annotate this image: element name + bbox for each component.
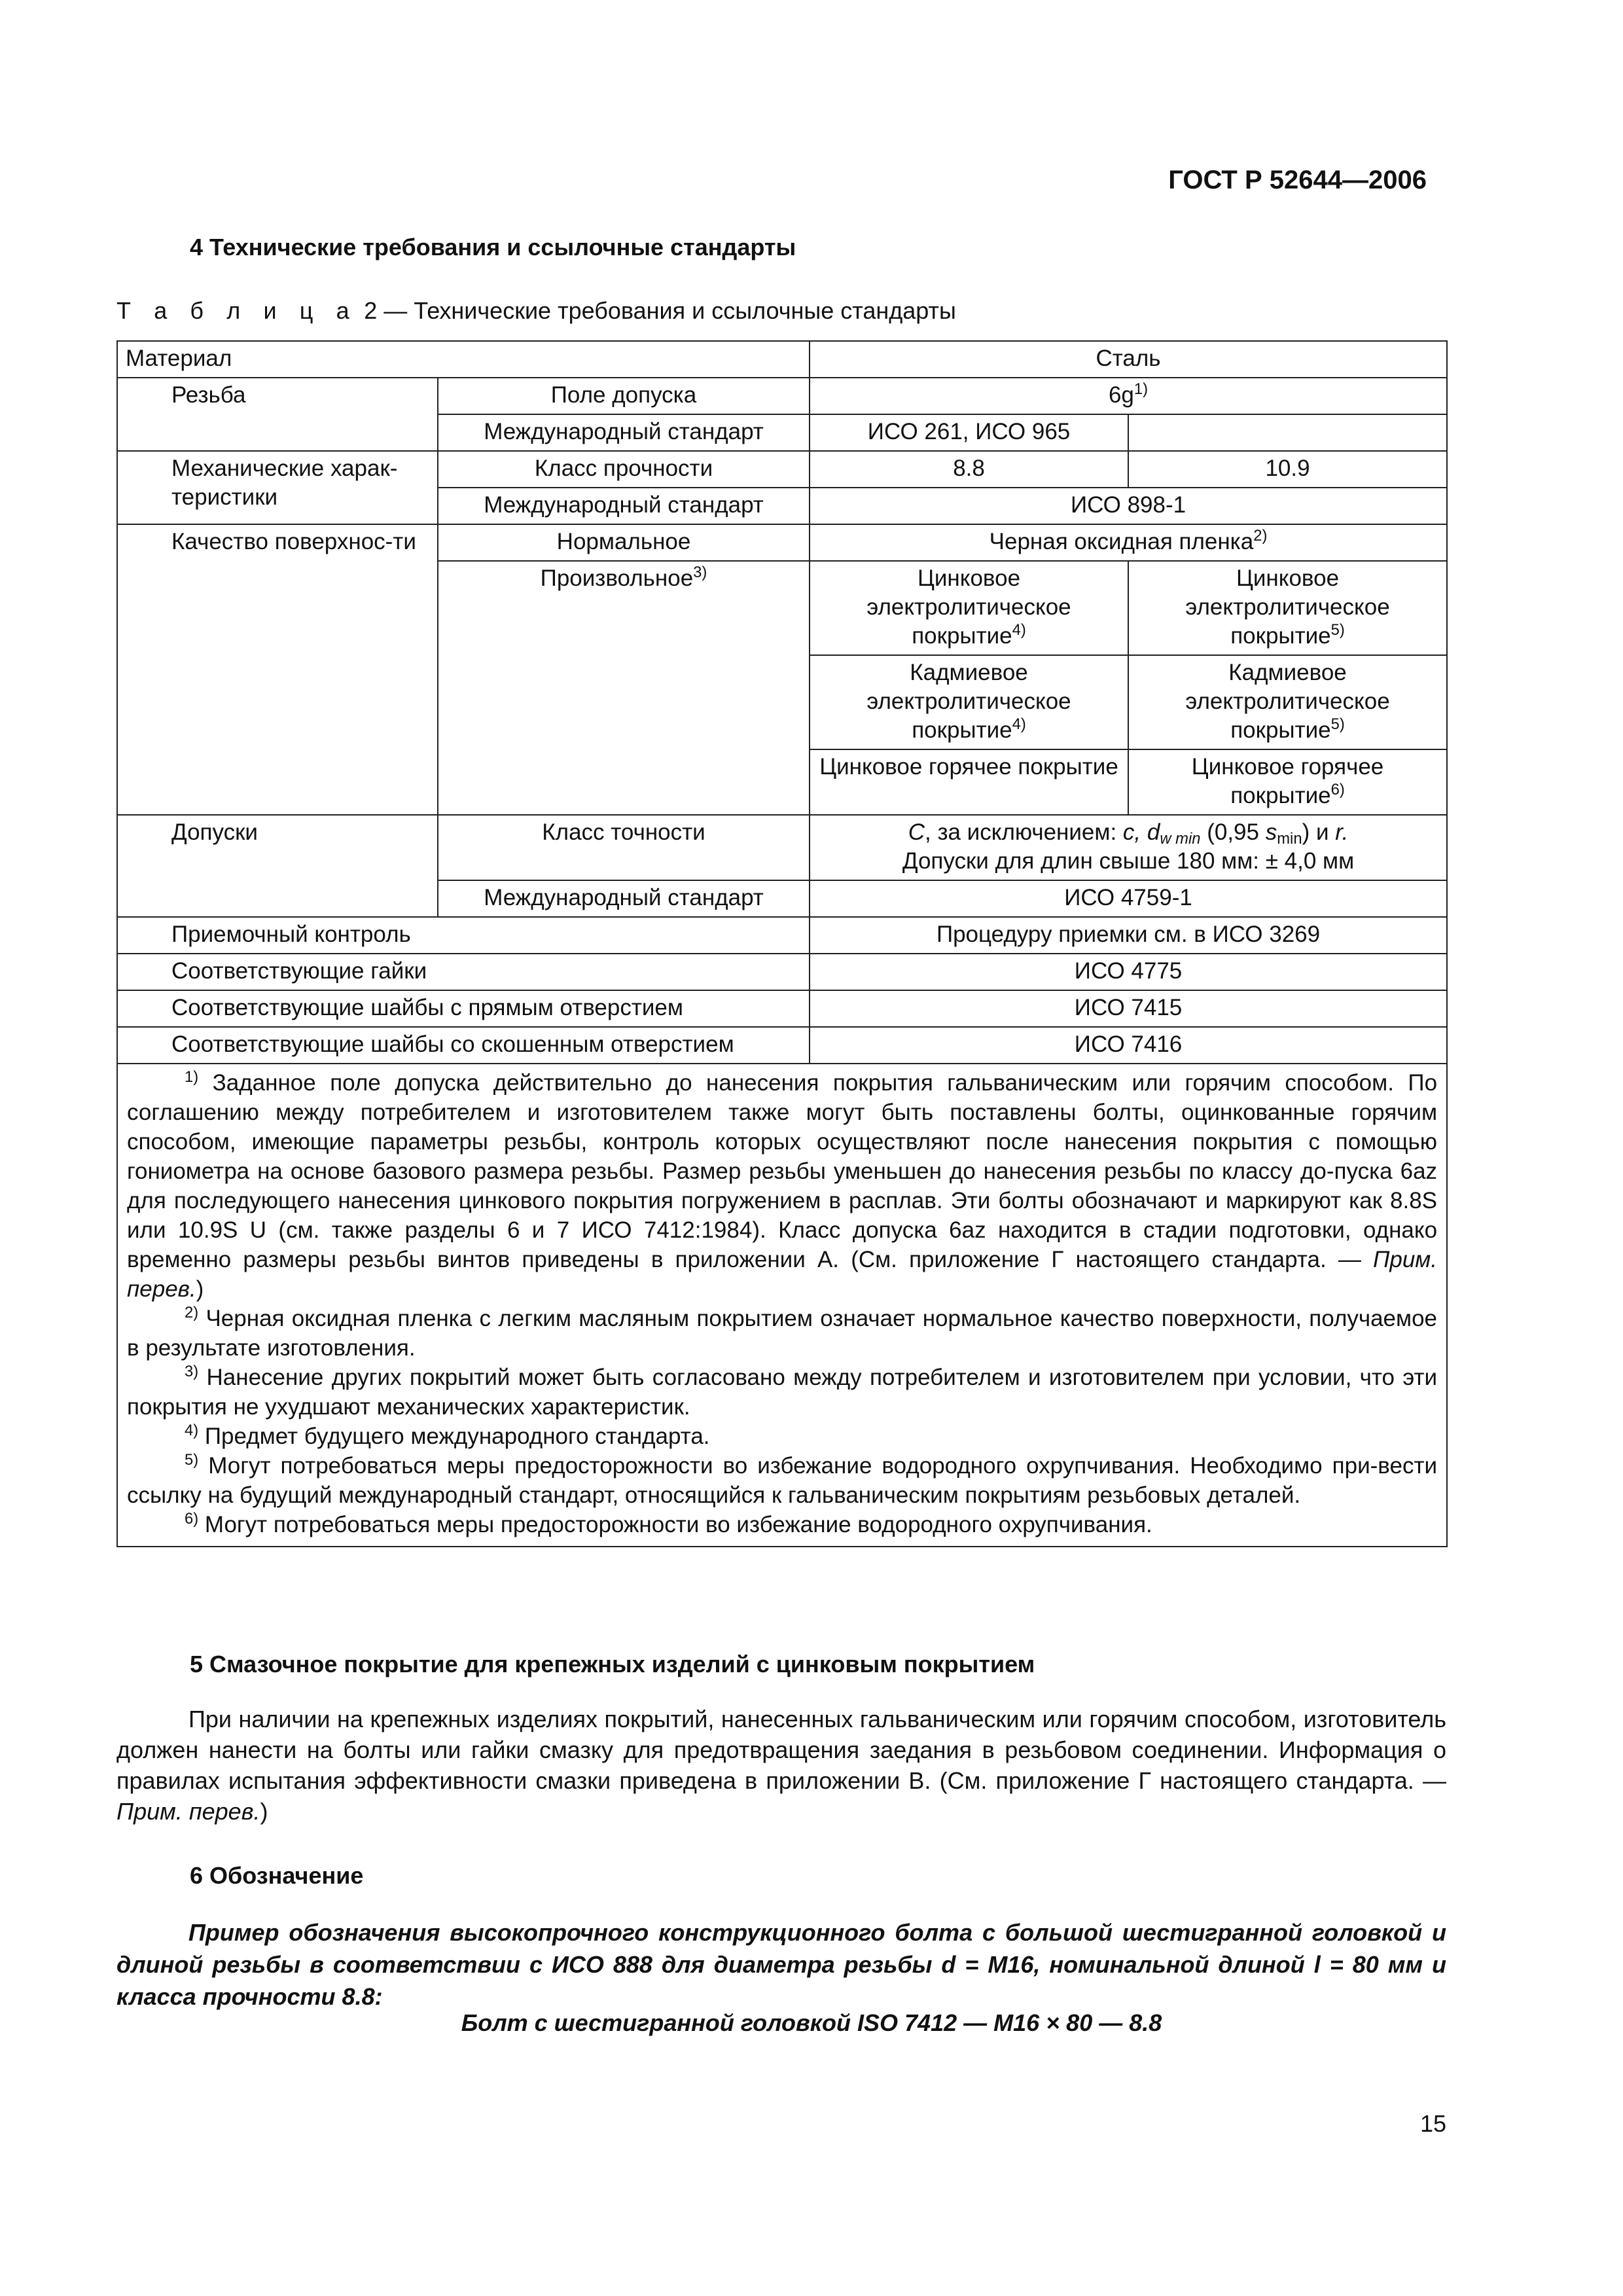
cadmium-electro-10-9 bbox=[1128, 655, 1447, 749]
footnote-ref: 1) bbox=[1133, 380, 1149, 398]
requirements-table bbox=[116, 340, 1448, 1547]
footnote-ref: 5) bbox=[1330, 715, 1345, 733]
zinc-hot-text: Цинковое горячее покрытие bbox=[1191, 754, 1384, 808]
mech-standard-label: Международный стандарт bbox=[438, 488, 810, 524]
accuracy-smin: min bbox=[1277, 829, 1302, 848]
note-mark: 6) bbox=[185, 1509, 199, 1528]
accuracy-c: C bbox=[908, 819, 925, 845]
footnote-ref: 3) bbox=[693, 563, 707, 581]
table-caption-prefix: Т а б л и ц а bbox=[116, 297, 358, 324]
table-row bbox=[117, 954, 1447, 990]
note-mark: 5) bbox=[185, 1450, 199, 1469]
zinc-electro-8-8 bbox=[810, 561, 1128, 655]
zinc-hot-10-9 bbox=[1128, 749, 1447, 815]
note-mark: 1) bbox=[185, 1067, 199, 1086]
optional-label bbox=[438, 561, 810, 815]
table-row bbox=[117, 524, 1447, 561]
accuracy-and: ) и bbox=[1302, 819, 1336, 845]
accuracy-except: , за исключением: bbox=[925, 819, 1123, 845]
optional-label-text: Произвольное bbox=[540, 565, 694, 591]
table-caption bbox=[116, 296, 956, 325]
section-5-italic: Прим. перев. bbox=[116, 1798, 260, 1825]
footnote-ref: 5) bbox=[1330, 620, 1345, 639]
strength-class-10-9: 10.9 bbox=[1128, 451, 1447, 488]
table-row bbox=[117, 917, 1447, 954]
zinc-electro-10-9 bbox=[1128, 561, 1447, 655]
tolerance-field-text: 6g bbox=[1108, 382, 1134, 408]
surface-label: Качество поверхнос-ти bbox=[117, 524, 438, 815]
note-mark: 3) bbox=[185, 1362, 199, 1380]
section-5-title: 5 Смазочное покрытие для крепежных изделий с цинковым покрытием bbox=[190, 1651, 1035, 1677]
tolerances-standard-value: ИСО 4759-1 bbox=[810, 880, 1447, 917]
note-text: Черная оксидная пленка с легким масляным покрытием означает нормальное качество поверхности, получаемое в результате изготовления. bbox=[127, 1306, 1438, 1361]
table-row bbox=[117, 815, 1447, 880]
table-notes bbox=[117, 1064, 1447, 1547]
note-1 bbox=[127, 1068, 1437, 1304]
page-number: 15 bbox=[1419, 2110, 1446, 2137]
note-text: Могут потребоваться меры предосторожности во избежание водородного охрупчивания. bbox=[198, 1512, 1152, 1537]
thread-standard-label: Международный стандарт bbox=[438, 414, 810, 451]
material-label: Материал bbox=[117, 341, 810, 378]
material-value: Сталь bbox=[810, 341, 1447, 378]
zinc-electro-text: Цинковое электролитическое покрытие bbox=[866, 565, 1071, 649]
accuracy-length-tolerance: Допуски для длин свыше 180 мм: ± 4,0 мм bbox=[902, 848, 1355, 874]
thread-label: Резьба bbox=[117, 378, 438, 451]
mech-standard-value: ИСО 898-1 bbox=[810, 488, 1447, 524]
tolerances-label: Допуски bbox=[117, 815, 438, 917]
footnote-ref: 6) bbox=[1330, 780, 1345, 798]
zinc-hot-8-8: Цинковое горячее покрытие bbox=[810, 749, 1128, 815]
nuts-value: ИСО 4775 bbox=[810, 954, 1447, 990]
section-5-text: При наличии на крепежных изделиях покрытий, нанесенных гальваническим или горячим способом, изготовитель должен нанести на болты или гайки смазку для предотвращения заедания в резьбовом соединении. Информация о правилах испытания эффективности смазки приведена в приложении В. (См. приложение Г настоящего стандарта. — bbox=[116, 1706, 1446, 1794]
table-row bbox=[117, 451, 1447, 488]
section-6-example: Пример обозначения высокопрочного конструкционного болта с большой шестигранной головкой и длиной резьбы в соответствии с ИСО 888 для диаметра резьбы d = M16, номинальной длиной l = 80 мм и класса прочности 8.8: bbox=[116, 1919, 1446, 2010]
normal-value bbox=[810, 524, 1447, 561]
table-row bbox=[117, 1027, 1447, 1064]
note-text: Могут потребоваться меры предосторожности во избежание водородного охрупчивания. Необходимо при-вести ссылку на будущий международный стандарт, относящийся к гальваническим покрытиям резьбовых деталей. bbox=[127, 1453, 1438, 1508]
note-6 bbox=[127, 1510, 1437, 1539]
table-row bbox=[117, 990, 1447, 1027]
note-italic: Прим. перев. bbox=[127, 1247, 1438, 1302]
accuracy-s: s bbox=[1265, 819, 1277, 845]
section-6-title: 6 Обозначение bbox=[190, 1862, 364, 1889]
accuracy-cd: c, d bbox=[1122, 819, 1160, 845]
section-4-title: 4 Технические требования и ссылочные стандарты bbox=[190, 234, 796, 260]
normal-value-text: Черная оксидная пленка bbox=[989, 529, 1254, 554]
table-caption-text: 2 — Технические требования и ссылочные стандарты bbox=[357, 297, 956, 324]
note-text: Предмет будущего международного стандарта. bbox=[198, 1424, 710, 1449]
table-row bbox=[117, 1064, 1447, 1547]
normal-label: Нормальное bbox=[438, 524, 810, 561]
table-row bbox=[117, 341, 1447, 378]
washers-straight-value: ИСО 7415 bbox=[810, 990, 1447, 1027]
mech-label: Механические харак-теристики bbox=[117, 451, 438, 524]
thread-standard-value: ИСО 261, ИСО 965 bbox=[810, 414, 1128, 451]
footnote-ref: 2) bbox=[1253, 526, 1268, 545]
note-mark: 2) bbox=[185, 1303, 199, 1321]
strength-class-8-8: 8.8 bbox=[810, 451, 1128, 488]
footnote-ref: 4) bbox=[1012, 620, 1026, 639]
accuracy-wmin: w min bbox=[1160, 829, 1201, 848]
note-4 bbox=[127, 1422, 1437, 1451]
accuracy-paren: (0,95 bbox=[1200, 819, 1266, 845]
footnote-ref: 4) bbox=[1012, 715, 1026, 733]
designation-example: Болт с шестигранной головкой ISO 7412 — M16 × 80 — 8.8 bbox=[461, 2009, 1162, 2036]
washers-straight-label: Соответствующие шайбы с прямым отверстием bbox=[117, 990, 810, 1027]
washers-chamfer-value: ИСО 7416 bbox=[810, 1027, 1447, 1064]
section-5-tail: ) bbox=[260, 1798, 268, 1825]
tolerances-standard-label: Международный стандарт bbox=[438, 880, 810, 917]
washers-chamfer-label: Соответствующие шайбы со скошенным отверстием bbox=[117, 1027, 810, 1064]
strength-class-label: Класс прочности bbox=[438, 451, 810, 488]
section-5-paragraph bbox=[116, 1704, 1446, 1827]
accuracy-class-value bbox=[810, 815, 1447, 880]
note-mark: 4) bbox=[185, 1421, 199, 1439]
nuts-label: Соответствующие гайки bbox=[117, 954, 810, 990]
standard-code: ГОСТ Р 52644—2006 bbox=[1168, 166, 1427, 194]
acceptance-value: Процедуру приемки см. в ИСО 3269 bbox=[810, 917, 1447, 954]
table-row bbox=[117, 378, 1447, 414]
accuracy-class-label: Класс точности bbox=[438, 815, 810, 880]
tolerance-field-value bbox=[810, 378, 1447, 414]
tolerance-field-label: Поле допуска bbox=[438, 378, 810, 414]
cadmium-electro-8-8 bbox=[810, 655, 1128, 749]
note-text: Нанесение других покрытий может быть согласовано между потребителем и изготовителем при условии, что эти покрытия не ухудшают механических характеристик. bbox=[127, 1365, 1438, 1420]
note-2 bbox=[127, 1304, 1437, 1363]
cadmium-electro-text: Кадмиевое электролитическое покрытие bbox=[866, 660, 1071, 743]
note-text: Заданное поле допуска действительно до нанесения покрытия гальваническим или горячим способом. По соглашению между потребителем и изготовителем также могут быть поставлены болты, оцинкованные горячим способом, имеющие параметры резьбы, контроль которых осуществляют после нанесения покрытия с помощью гониометра на основе базового размера резьбы. Размер резьбы уменьшен до нанесения резьбы по классу до-пуска 6az для последующего нанесения цинкового покрытия погружением в расплав. Эти болты обозначают и маркируют как 8.8S или 10.9S U (см. также разделы 6 и 7 ИСО 7412:1984). Класс допуска 6az находится в стадии подготовки, однако временно размеры резьбы винтов приведены в приложении А. (См. приложение Г настоящего стандарта. — bbox=[127, 1070, 1438, 1272]
empty-cell bbox=[1128, 414, 1447, 451]
accuracy-r: r. bbox=[1335, 819, 1349, 845]
cadmium-electro-text: Кадмиевое электролитическое покрытие bbox=[1185, 660, 1390, 743]
note-5 bbox=[127, 1451, 1437, 1510]
acceptance-label: Приемочный контроль bbox=[117, 917, 810, 954]
note-3 bbox=[127, 1363, 1437, 1422]
note-tail: ) bbox=[196, 1276, 204, 1302]
zinc-electro-text: Цинковое электролитическое покрытие bbox=[1185, 565, 1390, 649]
